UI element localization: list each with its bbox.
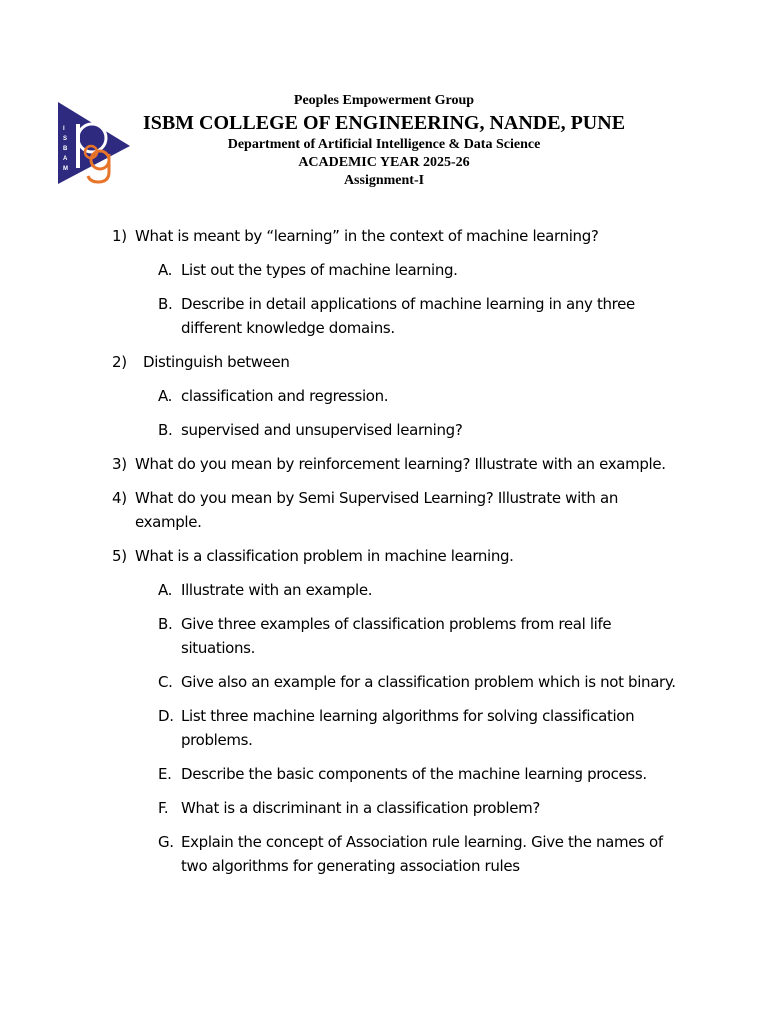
logo-letter-5: M <box>63 166 68 172</box>
question-4 <box>0 486 768 534</box>
academic-year: ACADEMIC YEAR 2025-26 <box>298 155 470 170</box>
subquestion-text: classification and regression. <box>181 387 389 405</box>
department-name: Department of Artificial Intelligence & Data Science <box>227 137 541 152</box>
document-header <box>0 92 768 190</box>
subquestion-2a <box>0 384 768 408</box>
question-list <box>0 224 768 888</box>
subquestion-text: Describe the basic components of the machine learning process. <box>181 765 647 783</box>
question-3 <box>0 452 768 476</box>
subquestion-letter: B. <box>158 421 173 439</box>
question-text: What do you mean by reinforcement learning? Illustrate with an example. <box>135 455 666 473</box>
question-number: 2) <box>112 353 127 371</box>
subquestion-letter: C. <box>158 673 173 691</box>
subquestion-5e <box>0 762 768 786</box>
subquestion-1a <box>0 258 768 282</box>
subquestion-text: Give three examples of classification problems from real life situations. <box>181 615 612 657</box>
subquestion-text: Describe in detail applications of machine learning in any three different knowledge domains. <box>181 295 635 337</box>
subquestion-letter: A. <box>158 581 173 599</box>
subquestion-text: List three machine learning algorithms for solving classification problems. <box>181 707 635 749</box>
subquestion-2b <box>0 418 768 442</box>
question-2 <box>0 350 768 374</box>
question-text: What is a classification problem in machine learning. <box>135 547 514 565</box>
question-number: 3) <box>112 455 127 473</box>
subquestion-letter: D. <box>158 707 174 725</box>
subquestion-text: Explain the concept of Association rule learning. Give the names of two algorithms for generating association rules <box>181 833 663 875</box>
subquestion-5f <box>0 796 768 820</box>
question-5 <box>0 544 768 568</box>
question-number: 1) <box>112 227 127 245</box>
subquestion-5d <box>0 704 768 752</box>
subquestion-1b <box>0 292 768 340</box>
subquestion-letter: A. <box>158 387 173 405</box>
subquestion-letter: F. <box>158 799 169 817</box>
subquestion-text: List out the types of machine learning. <box>181 261 458 279</box>
logo-letter-1: I <box>63 126 65 132</box>
question-text: What is meant by “learning” in the context of machine learning? <box>135 227 599 245</box>
subquestion-letter: G. <box>158 833 174 851</box>
question-number: 4) <box>112 489 127 507</box>
subquestion-5b <box>0 612 768 660</box>
logo-letter-3: B <box>63 146 68 152</box>
subquestion-5g <box>0 830 768 878</box>
subquestion-letter: B. <box>158 615 173 633</box>
org-name: Peoples Empowerment Group <box>293 93 475 108</box>
question-text: What do you mean by Semi Supervised Learning? Illustrate with an example. <box>135 489 619 531</box>
subquestion-text: Give also an example for a classification problem which is not binary. <box>181 673 676 691</box>
question-1 <box>0 224 768 248</box>
subquestion-text: supervised and unsupervised learning? <box>181 421 463 439</box>
subquestion-letter: A. <box>158 261 173 279</box>
subquestion-text: Illustrate with an example. <box>181 581 373 599</box>
college-name: ISBM COLLEGE OF ENGINEERING, NANDE, PUNE <box>142 112 626 134</box>
subquestion-letter: E. <box>158 765 172 783</box>
logo-letter-2: S <box>63 136 68 142</box>
question-number: 5) <box>112 547 127 565</box>
logo-letter-4: A <box>63 156 68 162</box>
subquestion-5c <box>0 670 768 694</box>
assignment-title: Assignment-I <box>343 173 425 188</box>
subquestion-text: What is a discriminant in a classification problem? <box>181 799 540 817</box>
subquestion-letter: B. <box>158 295 173 313</box>
question-text: Distinguish between <box>143 353 290 371</box>
subquestion-5a <box>0 578 768 602</box>
